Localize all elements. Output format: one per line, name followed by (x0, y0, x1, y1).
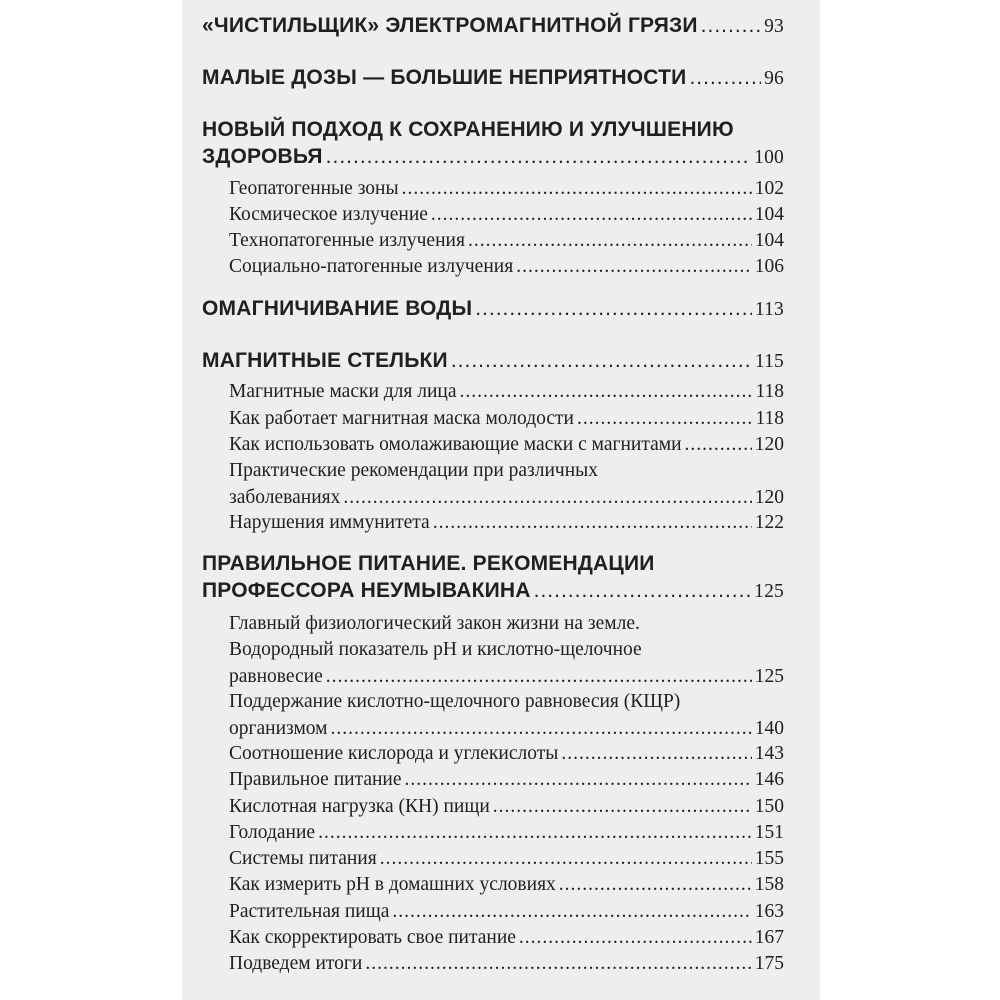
toc-title-cont: организмом (229, 718, 328, 739)
toc-title: «ЧИСТИЛЬЩИК» ЭЛЕКТРОМАГНИТНОЙ ГРЯЗИ (202, 14, 698, 37)
toc-leader (380, 845, 752, 872)
toc-leader (392, 898, 751, 925)
toc-page-number: 167 (754, 927, 784, 948)
toc-section (229, 378, 784, 405)
toc-page-number: 104 (754, 204, 784, 225)
toc-page-number: 122 (754, 512, 784, 533)
toc-section (229, 950, 784, 977)
toc-title: Как скорректировать свое питание (229, 927, 516, 948)
toc-leader (433, 509, 752, 536)
toc-title-cont: ЗДОРОВЬЯ (202, 145, 323, 168)
toc-leader (365, 950, 751, 977)
toc-title: Как работает магнитная маска молодости (229, 408, 574, 429)
book-page (182, 0, 820, 1000)
toc-page-number: 115 (754, 351, 784, 372)
toc-leader (516, 253, 752, 280)
toc-title: Соотношение кислорода и углекислоты (229, 743, 559, 764)
toc-leader (326, 143, 751, 170)
toc-page-number: 155 (754, 848, 784, 869)
toc-leader (685, 431, 752, 458)
toc-title: Поддержание кислотно-щелочного равновесия (КЩР) (229, 691, 681, 712)
toc-leader (561, 740, 751, 767)
toc-page-number: 93 (764, 16, 784, 37)
toc-leader (534, 577, 752, 604)
toc-title: Главный физиологический закон жизни на земле. (229, 613, 640, 634)
toc-page-number: 96 (764, 68, 784, 89)
toc-chapter (202, 64, 784, 92)
toc-page-number: 175 (754, 953, 784, 974)
toc-chapter (202, 116, 784, 171)
toc-section (229, 740, 784, 767)
toc-section (229, 924, 784, 951)
toc-chapter (202, 550, 784, 605)
toc-title: Технопатогенные излучения (229, 230, 465, 251)
toc-title: Нарушения иммунитета (229, 512, 430, 533)
toc-title: Правильное питание (229, 769, 402, 790)
toc-title: ОМАГНИЧИВАНИЕ ВОДЫ (202, 297, 473, 320)
toc-chapter (202, 295, 784, 323)
toc-section (229, 845, 784, 872)
toc-page-number: 104 (754, 230, 784, 251)
toc-section (229, 688, 784, 742)
toc-leader (451, 347, 752, 374)
toc-title-cont: равновесие (229, 666, 323, 687)
toc-section (229, 766, 784, 793)
toc-section (229, 793, 784, 820)
toc-leader (701, 12, 761, 39)
toc-leader (318, 819, 752, 846)
toc-leader (431, 201, 752, 228)
toc-page-number: 102 (754, 178, 784, 199)
toc-section (229, 201, 784, 228)
toc-title: Голодание (229, 822, 316, 843)
toc-title: Социально-патогенные излучения (229, 256, 514, 277)
toc-leader (402, 175, 752, 202)
toc-title: Кислотная нагрузка (КН) пищи (229, 796, 490, 817)
toc-title: МАГНИТНЫЕ СТЕЛЬКИ (202, 349, 448, 372)
toc-title-cont: заболеваниях (229, 487, 341, 508)
toc-leader (326, 663, 752, 690)
toc-section (229, 227, 784, 254)
toc-section (229, 405, 784, 432)
toc-leader (460, 378, 753, 405)
toc-title: МАЛЫЕ ДОЗЫ — БОЛЬШИЕ НЕПРИЯТНОСТИ (202, 66, 687, 89)
toc-page-number: 125 (754, 666, 784, 687)
toc-title: Растительная пища (229, 901, 390, 922)
toc-leader (405, 766, 752, 793)
toc-title: Космическое излучение (229, 204, 428, 225)
toc-page-number: 118 (755, 381, 784, 402)
toc-leader (468, 227, 752, 254)
toc-leader (577, 405, 752, 432)
toc-title: Магнитные маски для лица (229, 381, 457, 402)
toc-chapter (202, 12, 784, 40)
toc-title: ПРАВИЛЬНОЕ ПИТАНИЕ. РЕКОМЕНДАЦИИ (202, 552, 655, 575)
toc-chapter (202, 347, 784, 375)
toc-page-number: 140 (754, 718, 784, 739)
toc-title: Как измерить pH в домашних условиях (229, 874, 556, 895)
toc-leader (519, 924, 752, 951)
toc-page-number: 163 (754, 901, 784, 922)
toc-title: Геопатогенные зоны (229, 178, 399, 199)
toc-page-number: 118 (755, 408, 784, 429)
toc-section (229, 898, 784, 925)
toc-page-number: 125 (754, 581, 784, 602)
toc-title: НОВЫЙ ПОДХОД К СОХРАНЕНИЮ И УЛУЧШЕНИЮ (202, 118, 734, 141)
toc-section (229, 175, 784, 202)
toc-section (229, 509, 784, 536)
toc-page-number: 158 (754, 874, 784, 895)
toc-leader (493, 793, 752, 820)
toc-title: Практические рекомендации при различных (229, 460, 599, 481)
toc-title: Системы питания (229, 848, 377, 869)
toc-page-number: 120 (754, 434, 784, 455)
toc-page-number: 100 (754, 147, 784, 168)
toc-section (229, 871, 784, 898)
toc-page-number: 143 (754, 743, 784, 764)
toc-section (229, 819, 784, 846)
toc-leader (475, 295, 752, 322)
toc-title-cont: ПРОФЕССОРА НЕУМЫВАКИНА (202, 579, 531, 602)
toc-leader (343, 484, 751, 511)
toc-leader (331, 715, 752, 742)
toc-page-number: 106 (754, 256, 784, 277)
toc-title: Подведем итоги (229, 953, 363, 974)
toc-leader (559, 871, 752, 898)
toc-section (229, 457, 784, 511)
toc-section (229, 636, 784, 690)
toc-page-number: 151 (754, 822, 784, 843)
toc-page-number: 150 (754, 796, 784, 817)
toc-section (229, 431, 784, 458)
toc-page-number: 113 (754, 299, 784, 320)
toc-title: Как использовать омолаживающие маски с магнитами (229, 434, 682, 455)
toc-page-number: 120 (754, 487, 784, 508)
toc-title: Водородный показатель pH и кислотно-щелочное (229, 639, 642, 660)
toc-section (229, 253, 784, 280)
toc-leader (689, 64, 761, 91)
toc-page-number: 146 (754, 769, 784, 790)
toc-section (229, 610, 784, 637)
